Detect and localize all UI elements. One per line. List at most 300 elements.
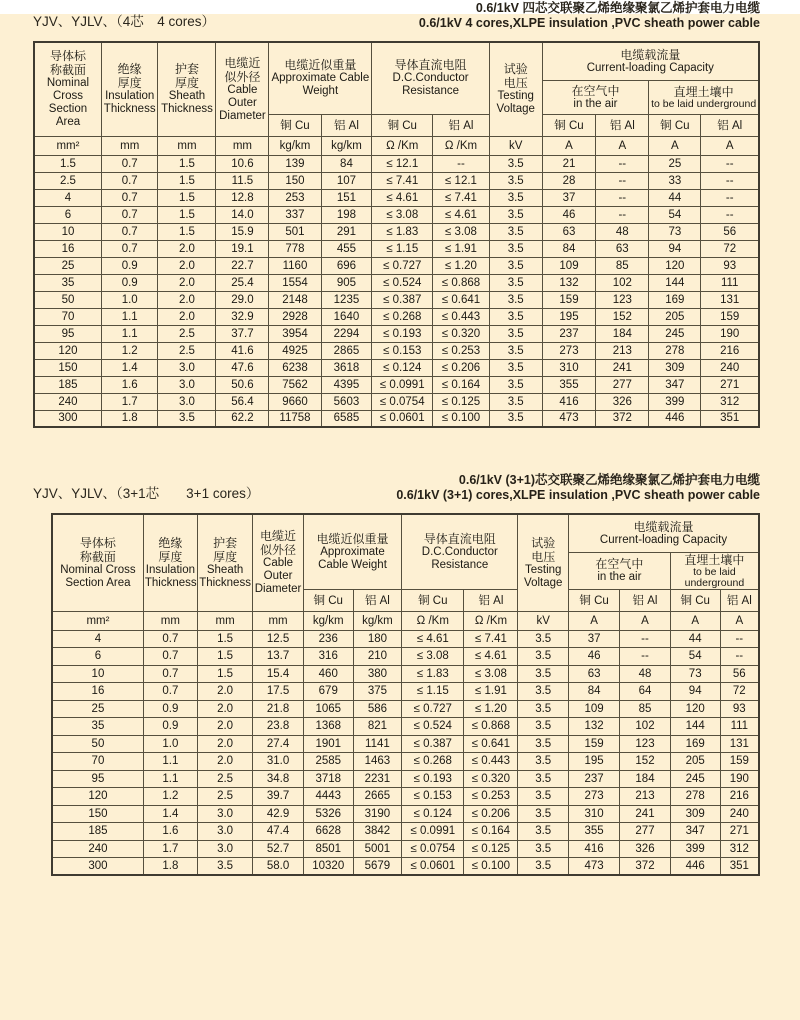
cell: 337 — [269, 206, 321, 223]
table-row — [52, 665, 759, 683]
col-nominal-section: 导体标称截面 Nominal Cross Section Area — [34, 42, 101, 136]
cell: ≤ 0.0991 — [402, 823, 464, 841]
cell: ≤ 0.100 — [433, 410, 490, 427]
cell: 236 — [303, 630, 353, 648]
cell: ≤ 0.124 — [372, 359, 433, 376]
cell: 34.8 — [253, 770, 304, 788]
cell: 70 — [34, 308, 101, 325]
cell: 399 — [670, 840, 720, 858]
cell: 3718 — [303, 770, 353, 788]
cell: 42.9 — [253, 805, 304, 823]
cell: ≤ 1.20 — [464, 700, 518, 718]
cell: 3.5 — [489, 240, 542, 257]
cell: 455 — [321, 240, 372, 257]
cell: 326 — [620, 840, 671, 858]
cell: 184 — [620, 770, 671, 788]
cell: 6238 — [269, 359, 321, 376]
subcol-weight-al: 铝 Al — [353, 589, 401, 611]
cell: 273 — [569, 788, 620, 806]
subcol-resistance-cu: 铜 Cu — [372, 114, 433, 136]
cell: ≤ 0.164 — [464, 823, 518, 841]
table-row — [34, 189, 759, 206]
cell: 5326 — [303, 805, 353, 823]
cell: ≤ 7.41 — [372, 172, 433, 189]
cell: 1.1 — [101, 325, 158, 342]
cell: 159 — [569, 735, 620, 753]
cell: 37 — [569, 630, 620, 648]
cell: 3.0 — [158, 376, 216, 393]
cell: ≤ 0.0601 — [402, 858, 464, 876]
group-approximate-weight: 电缆近似重量 Approximate Cable Weight — [303, 514, 401, 589]
cell: 54 — [649, 206, 701, 223]
cell: 58.0 — [253, 858, 304, 876]
cell: ≤ 0.153 — [372, 342, 433, 359]
cell: 0.7 — [101, 155, 158, 172]
cell: 56 — [720, 665, 759, 683]
cell: 1463 — [353, 753, 401, 771]
group-in-the-air: 在空气中 in the air — [569, 552, 671, 589]
cell: ≤ 0.387 — [402, 735, 464, 753]
cell: -- — [720, 630, 759, 648]
cell: 0.7 — [101, 223, 158, 240]
cell: 1554 — [269, 274, 321, 291]
cell: -- — [701, 206, 759, 223]
cell: 3.5 — [489, 223, 542, 240]
cell: 47.4 — [253, 823, 304, 841]
cell: 63 — [542, 223, 596, 240]
units-row: mm² mm mm mm kg/km kg/km Ω /Km Ω /Km kV A A A A — [52, 611, 759, 630]
cell: 3.5 — [158, 410, 216, 427]
subcol-resistance-cu: 铜 Cu — [402, 589, 464, 611]
col-sheath-thickness: 护套厚度 Sheath Thickness — [197, 514, 252, 611]
cell: 3.5 — [489, 410, 542, 427]
cell: 144 — [649, 274, 701, 291]
cell: 73 — [670, 665, 720, 683]
cell: 29.0 — [216, 291, 269, 308]
cell: 1.5 — [197, 665, 252, 683]
cell: -- — [620, 648, 671, 666]
cell: 1901 — [303, 735, 353, 753]
cell: 679 — [303, 683, 353, 701]
subcol-weight-cu: 铜 Cu — [269, 114, 321, 136]
cell: 1.5 — [158, 206, 216, 223]
table-row — [34, 291, 759, 308]
cell: 778 — [269, 240, 321, 257]
cell: 0.9 — [143, 700, 197, 718]
cell: 93 — [701, 257, 759, 274]
cell: 1.0 — [101, 291, 158, 308]
cell: 94 — [649, 240, 701, 257]
cell: 19.1 — [216, 240, 269, 257]
cell: 3.5 — [489, 376, 542, 393]
cell: 0.7 — [143, 665, 197, 683]
cell: 3.5 — [518, 805, 569, 823]
cell: 312 — [720, 840, 759, 858]
table-1-body — [34, 155, 759, 427]
cell: ≤ 0.0754 — [372, 393, 433, 410]
cell: 205 — [670, 753, 720, 771]
cell: 905 — [321, 274, 372, 291]
cell: 277 — [620, 823, 671, 841]
cell: 2.0 — [158, 274, 216, 291]
section-2-titles — [396, 473, 760, 503]
cell: 3954 — [269, 325, 321, 342]
subcol-underground-cu: 铜 Cu — [649, 114, 701, 136]
cell: 180 — [353, 630, 401, 648]
cell: 205 — [649, 308, 701, 325]
cell: 3190 — [353, 805, 401, 823]
cell: ≤ 0.0601 — [372, 410, 433, 427]
cell: ≤ 0.124 — [402, 805, 464, 823]
cell: 3.5 — [518, 858, 569, 876]
subcol-air-cu: 铜 Cu — [542, 114, 596, 136]
cell: 109 — [569, 700, 620, 718]
table-row — [52, 840, 759, 858]
cell: 5679 — [353, 858, 401, 876]
cell: -- — [701, 172, 759, 189]
cell: 351 — [720, 858, 759, 876]
cell: 1640 — [321, 308, 372, 325]
table-row — [34, 410, 759, 427]
cell: 56.4 — [216, 393, 269, 410]
cell: 372 — [596, 410, 649, 427]
cell: 131 — [720, 735, 759, 753]
cell: 64 — [620, 683, 671, 701]
table-row — [34, 240, 759, 257]
cell: 56 — [701, 223, 759, 240]
cell: 0.7 — [101, 206, 158, 223]
cell: 3.5 — [518, 630, 569, 648]
cell: 21 — [542, 155, 596, 172]
cell: ≤ 7.41 — [433, 189, 490, 206]
cell: 48 — [620, 665, 671, 683]
cell: -- — [596, 189, 649, 206]
cell: ≤ 0.253 — [464, 788, 518, 806]
cell: 2.0 — [197, 683, 252, 701]
cell: 195 — [542, 308, 596, 325]
cell: 2.0 — [158, 257, 216, 274]
cell: 2.0 — [197, 718, 252, 736]
cell: 2865 — [321, 342, 372, 359]
cell: 375 — [353, 683, 401, 701]
cell: 72 — [701, 240, 759, 257]
cable-spec-table-3plus1-cores — [51, 513, 760, 876]
group-current-loading-capacity: 电缆载流量 Current-loading Capacity — [542, 42, 759, 80]
cell: 2231 — [353, 770, 401, 788]
col-insulation-thickness: 绝缘厚度 Insulation Thickness — [143, 514, 197, 611]
cell: 1235 — [321, 291, 372, 308]
cell: 210 — [353, 648, 401, 666]
cell: 245 — [670, 770, 720, 788]
cell: 39.7 — [253, 788, 304, 806]
cell: 2585 — [303, 753, 353, 771]
cell: 1.5 — [34, 155, 101, 172]
cell: 3.0 — [197, 823, 252, 841]
table-row — [34, 223, 759, 240]
cell: 372 — [620, 858, 671, 876]
cell: 1.5 — [158, 189, 216, 206]
title-cn-3plus1-cores: 0.6/1kV (3+1)芯交联聚乙烯绝缘聚氯乙烯护套电力电缆 — [458, 473, 760, 487]
cell: ≤ 0.0991 — [372, 376, 433, 393]
cell: ≤ 0.443 — [464, 753, 518, 771]
cell: 84 — [542, 240, 596, 257]
cell: 7562 — [269, 376, 321, 393]
subcol-air-al: 铝 Al — [596, 114, 649, 136]
table-1-header — [34, 42, 759, 155]
cell: ≤ 1.91 — [464, 683, 518, 701]
cell: 111 — [720, 718, 759, 736]
cell: ≤ 3.08 — [433, 223, 490, 240]
group-approximate-weight: 电缆近似重量 Approximate Cable Weight — [269, 42, 372, 114]
col-insulation-thickness: 绝缘厚度 Insulation Thickness — [101, 42, 158, 136]
cell: 351 — [701, 410, 759, 427]
subcol-air-cu: 铜 Cu — [569, 589, 620, 611]
cell: 84 — [321, 155, 372, 172]
cell: 3.5 — [518, 753, 569, 771]
cell: 37 — [542, 189, 596, 206]
cell: 347 — [670, 823, 720, 841]
table-row — [52, 630, 759, 648]
group-dc-resistance: 导体直流电阻 D.C.Conductor Resistance — [402, 514, 518, 589]
cell: 1.7 — [143, 840, 197, 858]
cell: ≤ 0.125 — [433, 393, 490, 410]
cell: 5001 — [353, 840, 401, 858]
cell: ≤ 1.83 — [402, 665, 464, 683]
cell: ≤ 1.91 — [433, 240, 490, 257]
cell: ≤ 0.320 — [433, 325, 490, 342]
cell: ≤ 0.164 — [433, 376, 490, 393]
cell: 460 — [303, 665, 353, 683]
cell: ≤ 0.727 — [402, 700, 464, 718]
cell: 1.5 — [197, 648, 252, 666]
cell: 50 — [52, 735, 143, 753]
cell: 245 — [649, 325, 701, 342]
cell: 152 — [596, 308, 649, 325]
cell: 62.2 — [216, 410, 269, 427]
cell: 185 — [34, 376, 101, 393]
cell: 1160 — [269, 257, 321, 274]
cell: 150 — [269, 172, 321, 189]
table-row — [34, 257, 759, 274]
cell: 300 — [34, 410, 101, 427]
cell: 3.5 — [518, 648, 569, 666]
cell: 70 — [52, 753, 143, 771]
cell: 3.5 — [489, 172, 542, 189]
cell: 240 — [701, 359, 759, 376]
cell: 326 — [596, 393, 649, 410]
cell: 3.5 — [518, 718, 569, 736]
cell: 1368 — [303, 718, 353, 736]
cell: 2.5 — [34, 172, 101, 189]
cell: 50.6 — [216, 376, 269, 393]
units-row: mm² mm mm mm kg/km kg/km Ω /Km Ω /Km kV A A A A — [34, 136, 759, 155]
cell: ≤ 4.61 — [464, 648, 518, 666]
col-testing-voltage: 试验电压 Testing Voltage — [518, 514, 569, 611]
cell: 0.9 — [143, 718, 197, 736]
section-2-title-row — [33, 473, 760, 503]
cell: 2.0 — [197, 753, 252, 771]
section-3plus1-cores — [33, 473, 760, 876]
cell: 120 — [649, 257, 701, 274]
cell: ≤ 1.15 — [372, 240, 433, 257]
cell: 213 — [596, 342, 649, 359]
cell: 14.0 — [216, 206, 269, 223]
cell: ≤ 3.08 — [402, 648, 464, 666]
cell: ≤ 4.61 — [402, 630, 464, 648]
cell: 1.1 — [143, 753, 197, 771]
cell: -- — [433, 155, 490, 172]
table-row — [52, 700, 759, 718]
col-testing-voltage: 试验电压 Testing Voltage — [489, 42, 542, 136]
cell: 44 — [649, 189, 701, 206]
cell: 27.4 — [253, 735, 304, 753]
cell: ≤ 0.100 — [464, 858, 518, 876]
cell: -- — [596, 172, 649, 189]
col-sheath-thickness: 护套厚度 Sheath Thickness — [158, 42, 216, 136]
cell: 0.9 — [101, 274, 158, 291]
cell: 198 — [321, 206, 372, 223]
cell: ≤ 0.641 — [433, 291, 490, 308]
cell: 63 — [596, 240, 649, 257]
subcol-weight-al: 铝 Al — [321, 114, 372, 136]
cell: 3.5 — [489, 257, 542, 274]
cell: ≤ 0.524 — [402, 718, 464, 736]
cell: 3.5 — [197, 858, 252, 876]
cell: 4443 — [303, 788, 353, 806]
cell: 22.7 — [216, 257, 269, 274]
cell: 25 — [52, 700, 143, 718]
cell: 473 — [569, 858, 620, 876]
cell: 1141 — [353, 735, 401, 753]
cell: 240 — [52, 840, 143, 858]
cell: 473 — [542, 410, 596, 427]
cell: 3.5 — [518, 840, 569, 858]
cell: 216 — [720, 788, 759, 806]
cell: 190 — [701, 325, 759, 342]
cell: 1.7 — [101, 393, 158, 410]
cell: -- — [596, 206, 649, 223]
table-row — [34, 308, 759, 325]
table-row — [34, 342, 759, 359]
cell: 120 — [670, 700, 720, 718]
cell: ≤ 4.61 — [372, 189, 433, 206]
cell: ≤ 0.193 — [402, 770, 464, 788]
cell: 41.6 — [216, 342, 269, 359]
cell: 10.6 — [216, 155, 269, 172]
cell: ≤ 12.1 — [433, 172, 490, 189]
cell: 9660 — [269, 393, 321, 410]
cell: ≤ 0.320 — [464, 770, 518, 788]
cell: 278 — [649, 342, 701, 359]
cell: 586 — [353, 700, 401, 718]
cell: 85 — [596, 257, 649, 274]
group-underground: 直埋土壤中 to be laid underground — [649, 80, 759, 114]
cell: 169 — [670, 735, 720, 753]
cell: 1.0 — [143, 735, 197, 753]
cell: 159 — [542, 291, 596, 308]
cell: 310 — [569, 805, 620, 823]
cell: 190 — [720, 770, 759, 788]
cell: 123 — [596, 291, 649, 308]
cell: 300 — [52, 858, 143, 876]
cell: 2.0 — [158, 291, 216, 308]
cell: 5603 — [321, 393, 372, 410]
cell: 416 — [542, 393, 596, 410]
cell: 213 — [620, 788, 671, 806]
cell: 3.5 — [518, 823, 569, 841]
cell: 3.5 — [518, 735, 569, 753]
cell: 102 — [596, 274, 649, 291]
cell: 2148 — [269, 291, 321, 308]
cell: 291 — [321, 223, 372, 240]
cell: 6585 — [321, 410, 372, 427]
cell: 102 — [620, 718, 671, 736]
cell: 316 — [303, 648, 353, 666]
cell: 0.7 — [101, 172, 158, 189]
cell: 23.8 — [253, 718, 304, 736]
cell: 3.5 — [518, 770, 569, 788]
cell: ≤ 0.0754 — [402, 840, 464, 858]
cell: 4925 — [269, 342, 321, 359]
table-row — [52, 735, 759, 753]
cell: 46 — [569, 648, 620, 666]
cell: ≤ 0.641 — [464, 735, 518, 753]
cell: 2.5 — [158, 325, 216, 342]
cell: 12.5 — [253, 630, 304, 648]
cell: 11.5 — [216, 172, 269, 189]
cell: 0.9 — [101, 257, 158, 274]
cell: 3.5 — [518, 700, 569, 718]
cell: 120 — [52, 788, 143, 806]
cell: 241 — [596, 359, 649, 376]
group-current-loading-capacity: 电缆载流量 Current-loading Capacity — [569, 514, 760, 552]
cell: 1.4 — [101, 359, 158, 376]
cell: ≤ 7.41 — [464, 630, 518, 648]
col-nominal-section: 导体标称截面 Nominal Cross Section Area — [52, 514, 143, 611]
cell: 0.7 — [143, 648, 197, 666]
cell: 273 — [542, 342, 596, 359]
cell: ≤ 0.206 — [433, 359, 490, 376]
cell: 3.5 — [489, 155, 542, 172]
table-row — [52, 753, 759, 771]
cell: 241 — [620, 805, 671, 823]
title-en-3plus1-cores: 0.6/1kV (3+1) cores,XLPE insulation ,PVC sheath power cable — [396, 488, 760, 502]
cell: 240 — [720, 805, 759, 823]
cell: ≤ 0.268 — [372, 308, 433, 325]
cell: 2294 — [321, 325, 372, 342]
cell: 95 — [34, 325, 101, 342]
cell: 1.5 — [158, 172, 216, 189]
cell: 3618 — [321, 359, 372, 376]
cell: ≤ 0.868 — [433, 274, 490, 291]
cell: 446 — [649, 410, 701, 427]
cell: 278 — [670, 788, 720, 806]
table-row — [52, 683, 759, 701]
group-in-the-air: 在空气中 in the air — [542, 80, 649, 114]
cell: 312 — [701, 393, 759, 410]
cell: 25 — [34, 257, 101, 274]
table-row — [52, 648, 759, 666]
cell: 35 — [52, 718, 143, 736]
cell: 3.5 — [489, 342, 542, 359]
cell: 347 — [649, 376, 701, 393]
cell: 1.4 — [143, 805, 197, 823]
cell: 12.8 — [216, 189, 269, 206]
cell: 237 — [569, 770, 620, 788]
cell: -- — [720, 648, 759, 666]
cell: -- — [701, 189, 759, 206]
cell: 35 — [34, 274, 101, 291]
